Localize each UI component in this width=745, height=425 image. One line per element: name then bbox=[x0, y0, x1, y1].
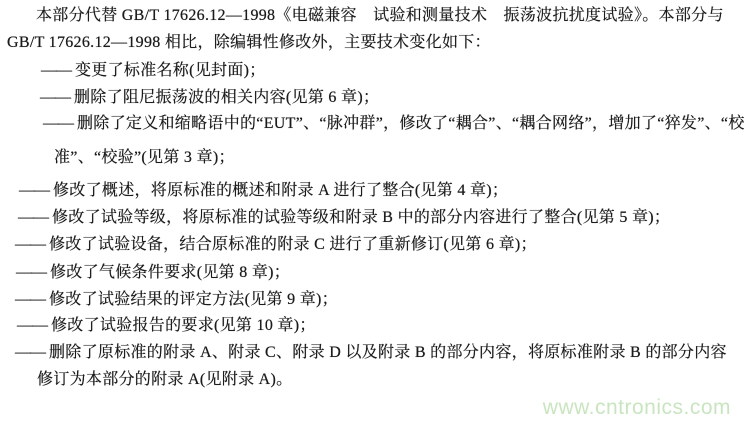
change-line-2-text: 删除了阻尼振荡波的相关内容(见第 6 章)； bbox=[74, 89, 380, 106]
change-line-3 bbox=[43, 114, 745, 134]
change-line-7 bbox=[16, 263, 290, 283]
intro-line-2 bbox=[7, 33, 491, 53]
dash-prefix: —— bbox=[19, 182, 49, 199]
change-line-9-text: 修改了试验报告的要求(见第 10 章)； bbox=[51, 317, 316, 334]
change-line-7-text: 修改了气候条件要求(见第 8 章)； bbox=[50, 264, 291, 281]
change-line-6 bbox=[15, 235, 537, 255]
intro-line-1-text: 本部分代替 GB/T 17626.12—1998《电磁兼容 试验和测量技术 振荡波抗扰度试验》。本部分与 bbox=[36, 7, 724, 24]
change-line-2 bbox=[40, 88, 379, 108]
change-line-3-text: 删除了定义和缩略语中的“EUT”、“脉冲群”，修改了“耦合”、“耦合网络”，增加了“猝发”、“校 bbox=[77, 115, 745, 132]
dash-prefix: —— bbox=[43, 115, 73, 132]
intro-line-1 bbox=[36, 6, 724, 26]
change-line-5 bbox=[18, 208, 670, 228]
change-line-10 bbox=[15, 343, 727, 363]
dash-prefix: —— bbox=[41, 62, 71, 79]
change-line-1 bbox=[41, 61, 266, 81]
change-line-3-continuation bbox=[54, 148, 235, 168]
dash-prefix: —— bbox=[15, 291, 45, 308]
change-line-4-text: 修改了概述，将原标准的概述和附录 A 进行了整合(见第 4 章)； bbox=[53, 182, 509, 199]
change-line-8 bbox=[15, 290, 338, 310]
change-line-8-text: 修改了试验结果的评定方法(见第 9 章)； bbox=[49, 291, 338, 308]
change-line-1-text: 变更了标准名称(见封面)； bbox=[75, 62, 266, 79]
change-line-4 bbox=[19, 181, 508, 201]
dash-prefix: —— bbox=[17, 317, 47, 334]
change-line-10-text: 删除了原标准的附录 A、附录 C、附录 D 以及附录 B 的部分内容，将原标准附录 B 的部分内容 bbox=[49, 344, 727, 361]
dash-prefix: —— bbox=[16, 264, 46, 281]
dash-prefix: —— bbox=[40, 89, 70, 106]
change-line-10-continuation-text: 修订为本部分的附录 A(见附录 A)。 bbox=[37, 371, 293, 388]
dash-prefix: —— bbox=[15, 236, 45, 253]
intro-line-2-text: GB/T 17626.12—1998 相比，除编辑性修改外，主要技术变化如下： bbox=[7, 34, 491, 51]
change-line-9 bbox=[17, 316, 316, 336]
watermark-url-text: www.cntronics.com bbox=[542, 396, 731, 419]
change-line-6-text: 修改了试验设备，结合原标准的附录 C 进行了重新修订(见第 6 章)； bbox=[49, 236, 537, 253]
change-line-3-continuation-text: 准”、“校验”(见第 3 章)； bbox=[54, 149, 235, 166]
dash-prefix: —— bbox=[15, 344, 45, 361]
dash-prefix: —— bbox=[18, 209, 48, 226]
change-line-10-continuation bbox=[37, 370, 292, 390]
change-line-5-text: 修改了试验等级，将原标准的试验等级和附录 B 中的部分内容进行了整合(见第 5 章)； bbox=[52, 209, 671, 226]
